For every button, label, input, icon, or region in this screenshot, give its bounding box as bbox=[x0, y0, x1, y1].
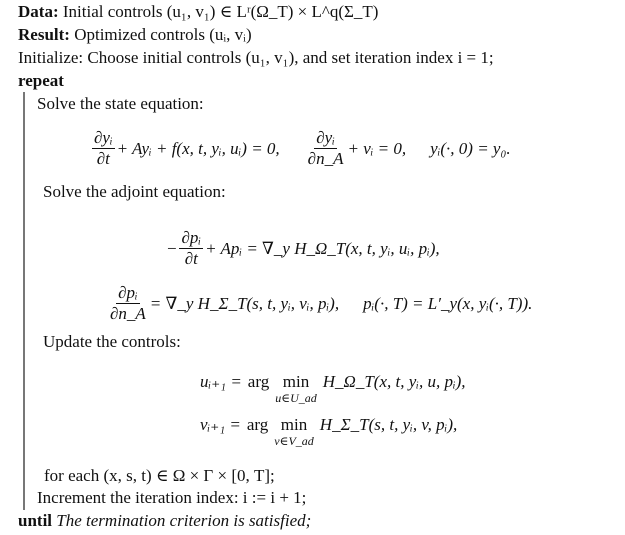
numerator: ∂yᵢ bbox=[94, 128, 113, 147]
until-line bbox=[18, 511, 311, 531]
equation-part: yᵢ(·, 0) = y₀. bbox=[430, 138, 511, 158]
min-operator bbox=[275, 372, 317, 404]
equation-part: + vᵢ = 0, bbox=[347, 138, 407, 158]
data-label: Data: bbox=[18, 2, 59, 21]
min-label: min bbox=[282, 372, 310, 391]
until-text: The termination criterion is satisfied; bbox=[56, 511, 312, 530]
denominator: ∂t bbox=[184, 249, 198, 268]
denominator: ∂n_A bbox=[307, 149, 344, 168]
numerator: ∂yᵢ bbox=[316, 128, 335, 147]
initialize-line: Initialize: Choose initial controls (u₁, v₁), and set iteration index i = 1; bbox=[18, 48, 494, 67]
equation-part: = ∇_y H_Σ_T(s, t, yᵢ, vᵢ, pᵢ), bbox=[149, 293, 340, 313]
data-line bbox=[18, 2, 378, 22]
until-keyword: until bbox=[18, 511, 53, 530]
for-each-line: for each (x, s, t) ∈ Ω × Γ × [0, T]; bbox=[44, 466, 275, 485]
repeat-keyword: repeat bbox=[18, 71, 64, 90]
arg-operator: arg bbox=[247, 372, 270, 391]
adjoint-equation-1 bbox=[166, 228, 440, 269]
u-update-equation bbox=[200, 372, 466, 404]
equation-part: H_Ω_T(x, t, yᵢ, u, pᵢ), bbox=[322, 372, 466, 391]
fraction bbox=[179, 228, 203, 269]
fraction bbox=[306, 128, 346, 169]
adjoint-heading: Solve the adjoint equation: bbox=[43, 182, 226, 201]
equation-part: pᵢ(·, T) = L′_y(x, yᵢ(·, T)). bbox=[363, 293, 533, 313]
equation-part: + Apᵢ = ∇_y H_Ω_T(x, t, yᵢ, uᵢ, pᵢ), bbox=[205, 238, 440, 258]
state-equation bbox=[90, 128, 511, 169]
min-label: min bbox=[280, 415, 308, 434]
fraction bbox=[92, 128, 115, 169]
arg-operator: arg bbox=[246, 415, 269, 434]
state-heading: Solve the state equation: bbox=[37, 94, 204, 113]
loop-bar bbox=[23, 92, 25, 510]
increment-line: Increment the iteration index: i := i + 1; bbox=[37, 488, 307, 507]
denominator: ∂t bbox=[96, 149, 110, 168]
fraction bbox=[108, 283, 148, 324]
update-heading: Update the controls: bbox=[43, 332, 181, 351]
numerator: ∂pᵢ bbox=[181, 228, 202, 247]
minus-sign: − bbox=[166, 238, 178, 258]
result-text: Optimized controls (uᵢ, vᵢ) bbox=[74, 25, 252, 44]
equation-part: vᵢ₊₁ = bbox=[200, 415, 241, 434]
equation-part: H_Σ_T(s, t, yᵢ, v, pᵢ), bbox=[319, 415, 458, 434]
min-operator bbox=[274, 415, 314, 447]
numerator: ∂pᵢ bbox=[118, 283, 138, 302]
equation-part: uᵢ₊₁ = bbox=[200, 372, 242, 391]
min-subscript: v∈V_ad bbox=[274, 434, 314, 448]
adjoint-equation-2 bbox=[106, 283, 532, 324]
min-subscript: u∈U_ad bbox=[275, 391, 317, 405]
v-update-equation bbox=[200, 415, 457, 447]
result-line bbox=[18, 25, 252, 45]
result-label: Result: bbox=[18, 25, 70, 44]
equation-part: + Ayᵢ + f(x, t, yᵢ, uᵢ) = 0, bbox=[116, 138, 280, 158]
data-text: Initial controls (u₁, v₁) ∈ Lʳ(Ω_T) × L^q(Σ_T) bbox=[62, 2, 379, 21]
denominator: ∂n_A bbox=[110, 304, 146, 323]
